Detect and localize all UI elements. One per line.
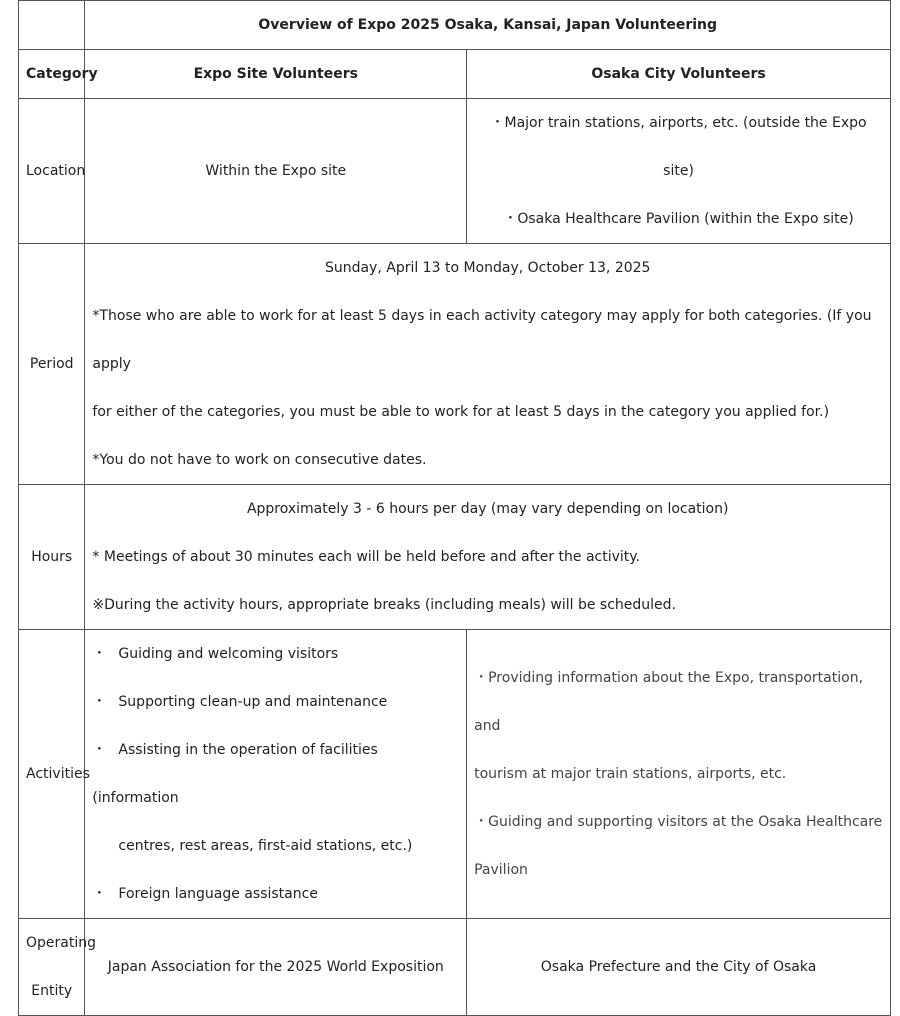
hours-note: * Meetings of about 30 minutes each will be held before and after the activity.	[92, 549, 641, 565]
location-expo-site: Within the Expo site	[85, 99, 467, 244]
hours-content	[85, 485, 891, 630]
operating-entity-osaka-city: Osaka Prefecture and the City of Osaka	[467, 919, 891, 1016]
location-osaka-line: ・Osaka Healthcare Pavilion (within the Expo site)	[503, 211, 854, 227]
activity-text-continued: centres, rest areas, first-aid stations, etc.)	[118, 838, 413, 854]
operating-entity-expo-site: Japan Association for the 2025 World Exposition	[85, 919, 467, 1016]
activity-osaka-line: tourism at major train stations, airports, etc.	[474, 766, 787, 782]
volunteering-overview-table	[18, 0, 891, 1016]
period-content	[85, 244, 891, 485]
period-dates: Sunday, April 13 to Monday, October 13, 2025	[324, 260, 651, 276]
period-row	[19, 244, 891, 485]
period-note: *Those who are able to work for at least 5 days in each activity category may apply for both categories. (If you apply	[92, 308, 872, 372]
list-item	[92, 630, 459, 678]
period-note: *You do not have to work on consecutive dates.	[92, 452, 427, 468]
operating-label-line: Operating	[26, 935, 96, 951]
bullet: ・	[92, 886, 107, 902]
activity-text: Supporting clean-up and maintenance	[118, 694, 388, 710]
hours-note: ※During the activity hours, appropriate breaks (including meals) will be scheduled.	[92, 597, 677, 613]
header-category: Category	[19, 50, 85, 99]
list-item	[92, 726, 459, 822]
activity-text: Guiding and welcoming visitors	[118, 646, 339, 662]
bullet: ・	[92, 646, 107, 662]
header-osaka-city: Osaka City Volunteers	[467, 50, 891, 99]
header-row	[19, 50, 891, 99]
operating-entity-row	[19, 919, 891, 1016]
table-title: Overview of Expo 2025 Osaka, Kansai, Japan Volunteering	[85, 1, 891, 50]
bullet: ・	[92, 742, 107, 758]
operating-entity-label	[19, 919, 96, 1016]
title-row	[19, 1, 891, 50]
period-label: Period	[19, 244, 85, 485]
location-osaka-city	[467, 99, 891, 244]
list-item	[92, 678, 459, 726]
hours-main: Approximately 3 - 6 hours per day (may vary depending on location)	[246, 501, 729, 517]
hours-label: Hours	[19, 485, 85, 630]
activity-text: Assisting in the operation of facilities (information	[92, 742, 378, 806]
header-expo-site: Expo Site Volunteers	[85, 50, 467, 99]
hours-row	[19, 485, 891, 630]
activities-label: Activities	[19, 630, 85, 919]
activity-osaka-line: Pavilion	[474, 862, 528, 878]
location-row	[19, 99, 891, 244]
activities-expo-site	[85, 630, 467, 919]
location-label: Location	[19, 99, 85, 244]
activities-row	[19, 630, 891, 919]
title-corner-cell	[19, 1, 85, 50]
location-osaka-line: ・Major train stations, airports, etc. (outside the Expo site)	[490, 115, 867, 179]
activity-osaka-line: ・Providing information about the Expo, transportation, and	[474, 670, 864, 734]
list-item	[92, 870, 459, 918]
activity-osaka-line: ・Guiding and supporting visitors at the Osaka Healthcare	[474, 814, 883, 830]
bullet: ・	[92, 694, 107, 710]
period-note: for either of the categories, you must be able to work for at least 5 days in the category you applied for.)	[92, 404, 830, 420]
operating-label-line: Entity	[31, 983, 73, 999]
activity-text: Foreign language assistance	[118, 886, 318, 902]
activities-osaka-city	[467, 630, 891, 919]
